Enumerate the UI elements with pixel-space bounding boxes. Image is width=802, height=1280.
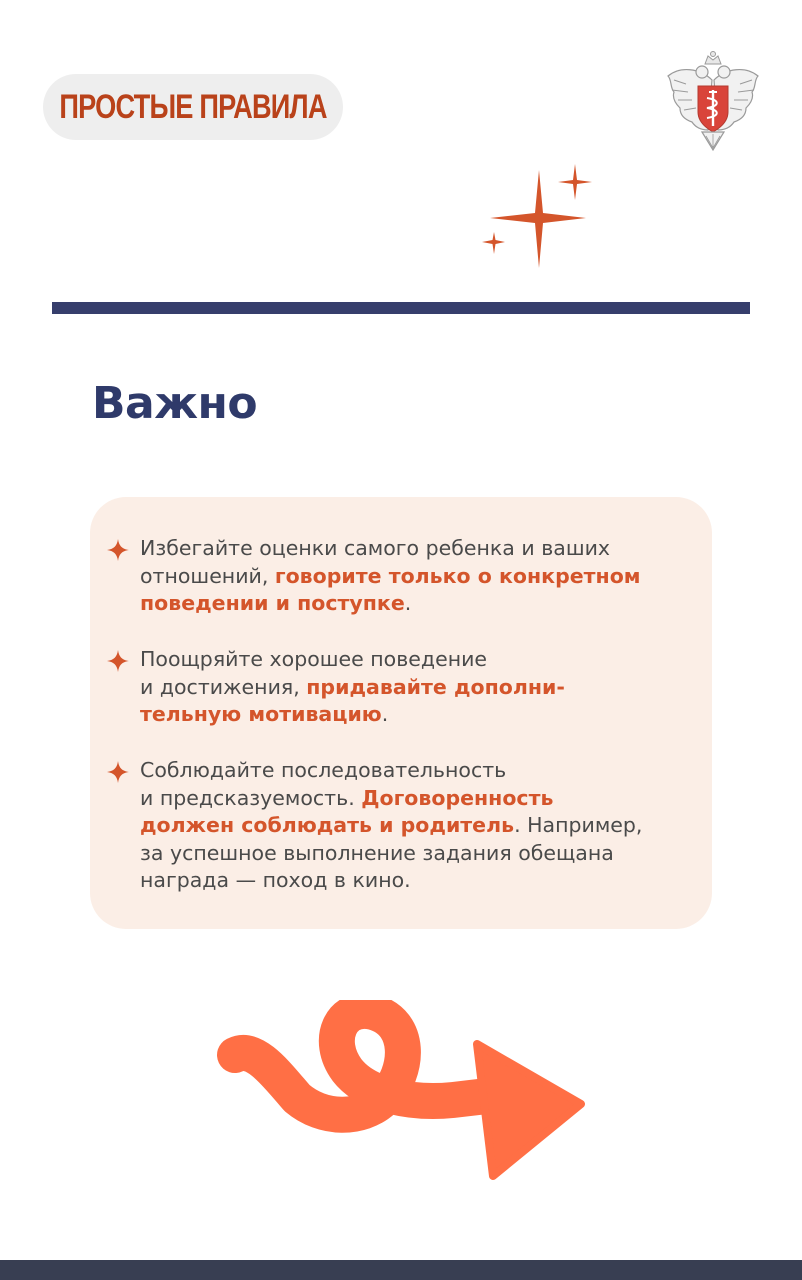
item-text-line: . Например,	[514, 813, 643, 837]
item-text-line: награда — поход в кино.	[140, 868, 411, 892]
item-highlight: Договоренность	[361, 785, 554, 810]
ministry-emblem-icon	[662, 50, 764, 158]
header-badge	[43, 74, 343, 140]
sparkle-icon	[478, 158, 600, 272]
list-item-text	[140, 535, 700, 618]
item-highlight: должен соблюдать и родитель	[140, 813, 515, 837]
list-item-text	[140, 646, 700, 729]
item-text-line: Поощряйте хорошее поведение	[140, 647, 488, 671]
four-point-star-icon	[107, 761, 129, 783]
rules-card	[90, 497, 712, 929]
loop-arrow-icon	[215, 1000, 587, 1185]
page-title: Важно	[92, 378, 258, 429]
header-badge-label: ПРОСТЫЕ ПРАВИЛА	[59, 87, 327, 126]
four-point-star-icon	[107, 539, 129, 561]
item-text-line: .	[381, 702, 389, 726]
item-text-line: Соблюдайте последовательность	[140, 758, 507, 782]
list-item-text	[140, 757, 700, 895]
section-divider	[52, 302, 750, 314]
item-text-line: за успешное выполнение задания обещана	[140, 840, 614, 865]
item-text-line: .	[404, 591, 412, 615]
item-text-line: Избегайте оценки самого ребенка и ваших	[140, 536, 611, 560]
item-highlight: говорите только о конкретном	[274, 563, 641, 588]
item-text-line: отношений,	[140, 563, 275, 588]
item-highlight: поведении и поступке	[140, 591, 405, 615]
item-highlight: придавайте дополни-	[306, 674, 565, 699]
four-point-star-icon	[107, 650, 129, 672]
footer-bar	[0, 1260, 802, 1280]
item-highlight: тельную мотивацию	[140, 702, 382, 726]
item-text-line: и достижения,	[140, 674, 307, 699]
item-text-line: и предсказуемость.	[140, 785, 362, 810]
